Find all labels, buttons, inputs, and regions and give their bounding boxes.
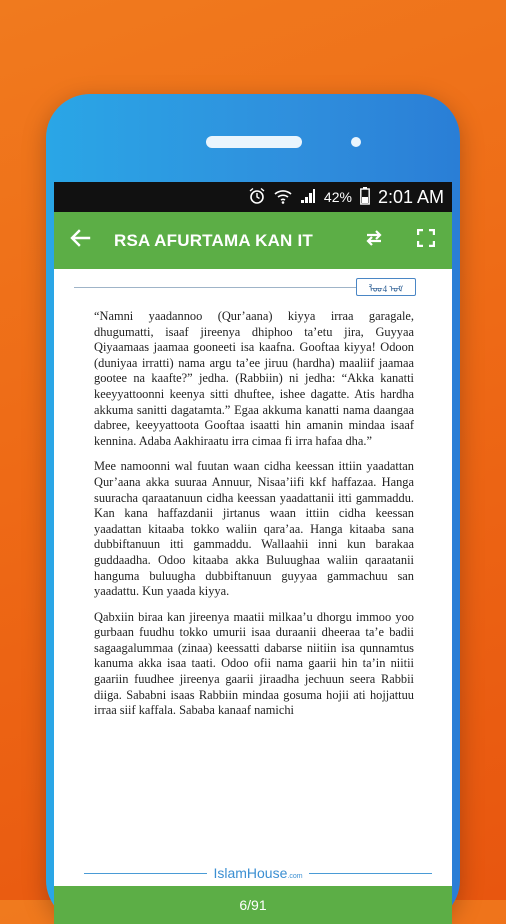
book-title: RSA AFURTAMA KAN IT bbox=[114, 230, 313, 250]
battery-icon bbox=[360, 187, 370, 208]
phone-speaker bbox=[206, 136, 302, 148]
page-number-badge: ᠯᡂ4 ᠣᠮ bbox=[356, 278, 416, 296]
swap-icon bbox=[364, 228, 384, 253]
back-button[interactable] bbox=[54, 212, 106, 269]
fullscreen-icon bbox=[417, 229, 435, 252]
alarm-icon bbox=[248, 187, 266, 208]
status-bar bbox=[54, 182, 452, 212]
page-indicator-bar[interactable] bbox=[54, 886, 452, 924]
screen bbox=[54, 182, 452, 924]
paragraph: Qabxiin biraa kan jireenya maatii milkaa’u dhorgu immoo yoo gurbaan fuudhu tokko umurii isaa duraanii dheeraa ta’e badii sagaagalummaa (zinaa) keessatti dabarse niitiin isa qunnamtus kanuma akka isaa taati. Odoo ofii nama gaarii hin ta’in niitii gaariin fuudhee jireenya gaarii jiraadha jechuun seera Rabbii diiga. Sababni isaas Rabbiin mindaa gosuma hojii ati hojjattuu irraa siif kaffala. Sababa kanaaf namichi bbox=[94, 609, 414, 718]
toolbar bbox=[54, 212, 452, 269]
book-page[interactable] bbox=[54, 269, 452, 886]
swap-button[interactable] bbox=[348, 212, 400, 269]
page-text bbox=[94, 309, 414, 729]
battery-percent: 42% bbox=[323, 189, 352, 205]
wifi-icon bbox=[274, 187, 292, 208]
page-footer-brand bbox=[84, 866, 432, 880]
back-arrow-icon bbox=[69, 227, 91, 254]
page-indicator: 6/91 bbox=[239, 897, 267, 913]
paragraph: Mee namoonni wal fuutan waan cidha keessan ittiin yaadattan Qur’aana akka suuraa Annuur, Nisaa’iifi kkf haffazaa. Hanga suuracha qaraatanuun cidha keessan yaadattanii itti gammaddu. Kan kana haffazdanii jirtanus waan ittiin cidha keessan yaadattan kitaaba tokko waliin qara’aa. Hanga kitaaba sana dubbiftanuun itti gammaddu. Wallaahii inni kun barakaa guddaadha. Odoo kitaaba akka Buluughaa waliin qaraatanii hanguma buluugha dubbiftanuun guyyaa gammachuu san yaadattu. Kun yaada kiyya. bbox=[94, 459, 414, 599]
signal-icon bbox=[300, 188, 316, 207]
footer-line-right bbox=[309, 873, 432, 874]
phone-frame bbox=[46, 94, 460, 924]
paragraph: “Namni yaadannoo (Qur’aana) kiyya irraa garagale, dhugumatti, isaaf jireenya dhiphoo ta’etu jira, Guyyaa Qiyaamaas jaamaa gooneeti isa kaafna. Gooftaa kiyya! Odoon (duniyaa irratti) nama argu ta’ee jiruu (hardha) maaliif jaamaa gootee na kaafte?” jedha. (Rabbiin) ni jedha: “Akka kanatti keeyyattoonni keenya sitti dhuftee, ishee dagatte. Atis hardha akkuma sanitti dagatamta.” Egaa akkuma kanatti nama daangaa dabree, keeyyattoota Gooftaa isaatti hin amanin mindaa isaaf kennina. Adaba Aakhiraatu irra cimaa fi irra hafaa dha.” bbox=[94, 309, 414, 448]
clock-time: 2:01 AM bbox=[377, 186, 444, 207]
phone-camera bbox=[351, 137, 361, 147]
brand-logo: IslamHouse.com bbox=[213, 865, 303, 881]
fullscreen-button[interactable] bbox=[400, 212, 452, 269]
footer-line-left bbox=[84, 873, 207, 874]
